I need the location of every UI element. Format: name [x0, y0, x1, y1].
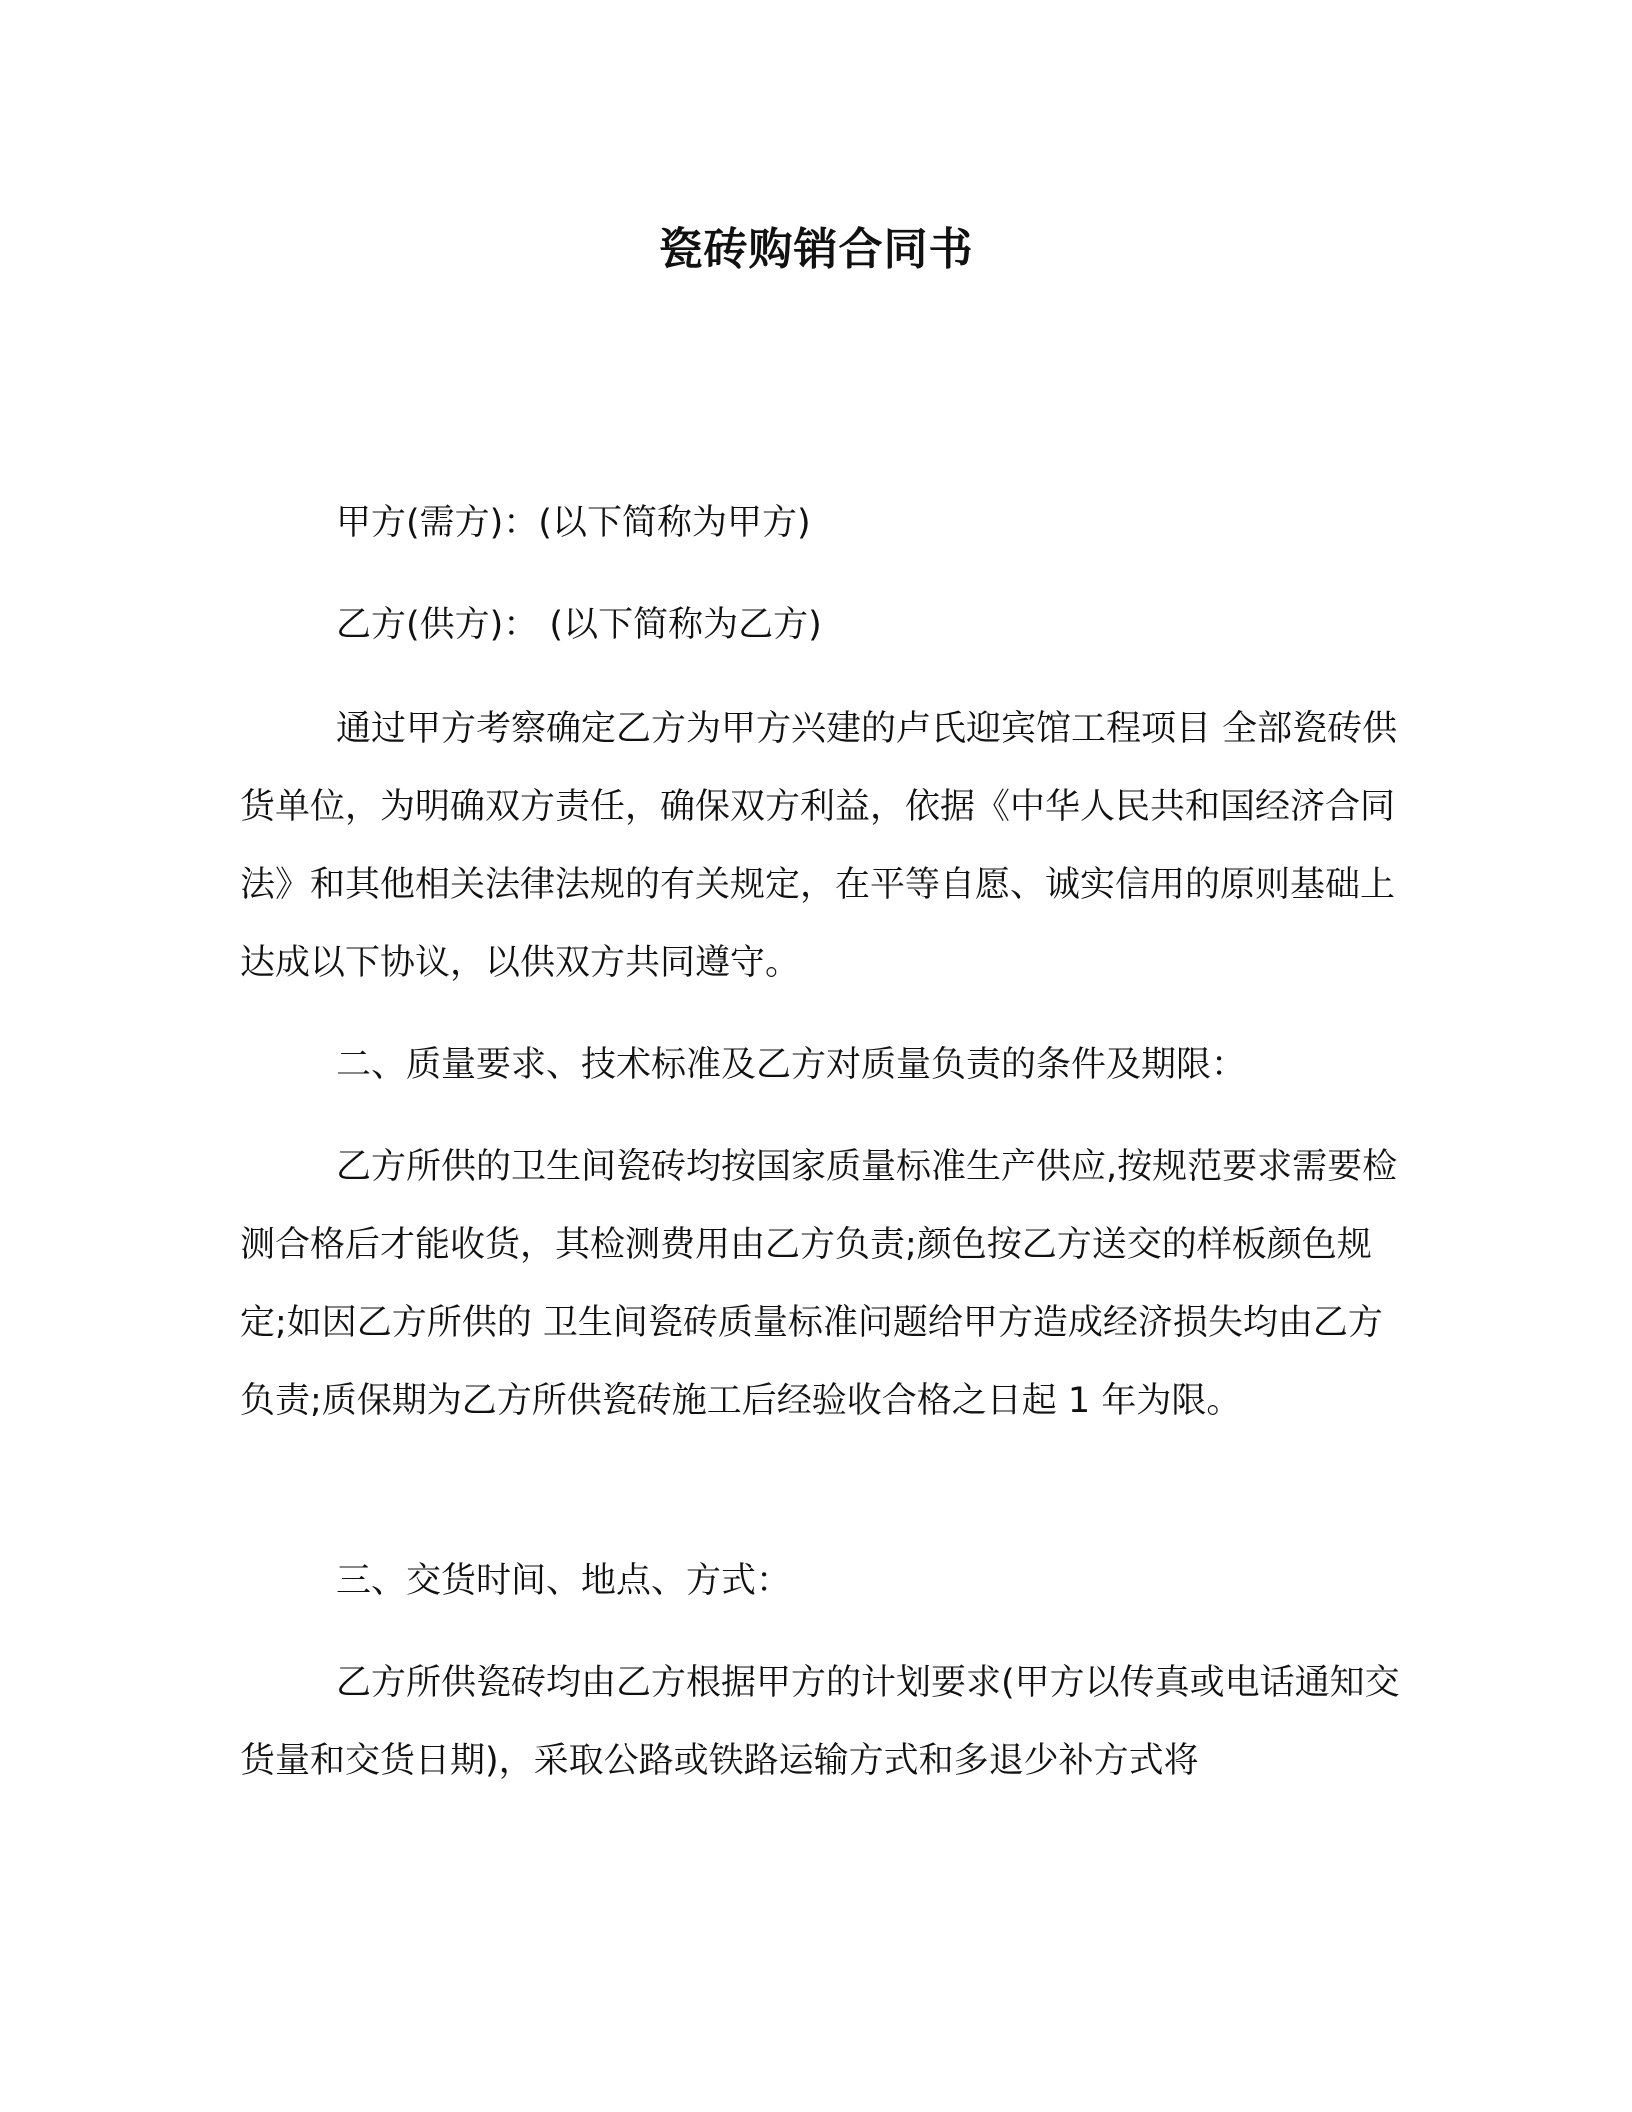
section-3-paragraph: 乙方所供瓷砖均由乙方根据甲方的计划要求(甲方以传真或电话通知交货量和交货日期)，采取公路或铁路运输方式和多退少补方式将 — [240, 1663, 1400, 1781]
intro-paragraph: 通过甲方考察确定乙方为甲方兴建的卢氏迎宾馆工程项目 全部瓷砖供货单位，为明确双方责任，确保双方利益，依据《中华人民共和国经济合同法》和其他相关法律法规的有关规定，在平等自愿、诚实信用的原则基础上达成以下协议，以供双方共同遵守。 — [240, 709, 1398, 983]
document-title: 瓷砖购销合同书 — [658, 224, 974, 275]
section-3-heading: 三、交货时间、地点、方式： — [336, 1561, 792, 1601]
party-a-line: 甲方(需方)：(以下简称为甲方) — [336, 503, 811, 543]
section-2-paragraph: 乙方所供的卫生间瓷砖均按国家质量标准生产供应,按规范要求需要检测合格后才能收货，其检测费用由乙方负责;颜色按乙方送交的样板颜色规定;如因乙方所供的 卫生间瓷砖质量标准问题给甲方造成经济损失均由乙方负责;质保期为乙方所供瓷砖施工后经验收合格之日起 1 年为限。 — [240, 1147, 1398, 1421]
section-2-heading: 二、质量要求、技术标准及乙方对质量负责的条件及期限： — [336, 1045, 1247, 1085]
party-b-line: 乙方(供方)： (以下简称为乙方) — [336, 605, 822, 645]
